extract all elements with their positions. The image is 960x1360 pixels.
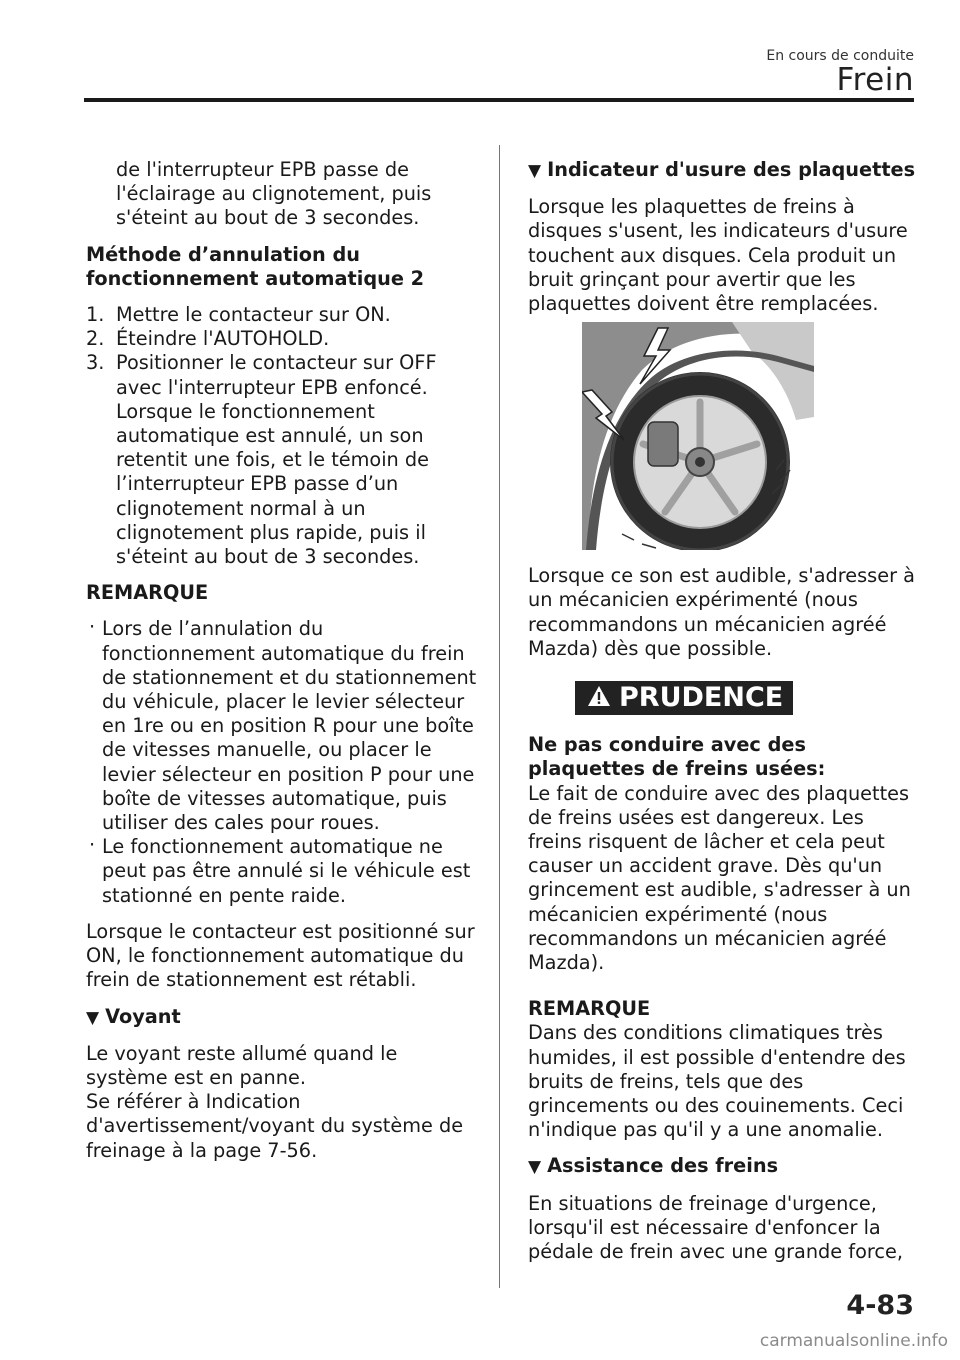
caution-label: PRUDENCE: [619, 682, 784, 714]
bullet-dot: ·: [89, 615, 96, 639]
method-heading-line-2: fonctionnement automatique 2: [86, 266, 425, 290]
wear-paragraph: Lorsque les plaquettes de freins à disques s'usent, les indicateurs d'usure touchent aux disques. Cela produit un bruit grinçant pour avertir que les plaquettes doivent être remplacées.: [528, 195, 908, 316]
assist-heading: [528, 1154, 918, 1179]
wheel-illustration: [582, 322, 814, 550]
method-heading: [86, 243, 478, 291]
caution-paragraph: Le fait de conduire avec des plaquettes de freins usées est dangereux. Les freins risquent de lâcher et cela peut causer un accident grave. Dès qu'un grincement est audible, s'adresser à un mécanicien expérimenté (nous recommandons un mécanicien agréé Mazda).: [528, 781, 911, 975]
voyant-heading: [86, 1005, 478, 1030]
continued-paragraph: de l'interrupteur EPB passe de l'éclairage au clignotement, puis s'éteint au bout de 3 secondes.: [116, 158, 432, 230]
wear-title: Indicateur d'usure des plaquettes: [547, 158, 916, 181]
remark-list: [86, 617, 478, 907]
right-column: [528, 158, 918, 1276]
assist-paragraph: En situations de freinage d'urgence, lorsqu'il est nécessaire d'enfoncer la pédale de frein avec une grande force,: [528, 1191, 903, 1264]
voyant-paragraph: [86, 1042, 478, 1163]
method-heading-line-1: Méthode d’annulation du: [86, 242, 361, 266]
header-title: Frein: [836, 62, 914, 98]
remark-paragraph-right: Dans des conditions climatiques très humides, il est possible d'entendre des bruits de freins, tels que des grincements ou des couinements. Ceci n'indique pas qu'il y a une anomalie.: [528, 1021, 906, 1142]
wheel-brake-image: [582, 322, 814, 550]
page-number: 4-83: [846, 1290, 914, 1321]
step-text: Mettre le contacteur sur ON.: [116, 303, 391, 327]
caution-title: Ne pas conduire avec des plaquettes de freins usées:: [528, 733, 826, 781]
after-figure-paragraph: Lorsque ce son est audible, s'adresser à un mécanicien expérimenté (nous recommandons un mécanicien agréé Mazda) dès que possible.: [528, 564, 915, 660]
voyant-title: Voyant: [105, 1004, 181, 1028]
remark-label: REMARQUE: [86, 581, 209, 605]
remark-label-right: REMARQUE: [528, 997, 651, 1021]
step-number: 3.: [86, 351, 105, 375]
restore-paragraph: Lorsque le contacteur est positionné sur ON, le fonctionnement automatique du frein de stationnement est rétabli.: [86, 919, 475, 992]
header-rule: [84, 98, 914, 102]
remark-text: Le fonctionnement automatique ne peut pas être annulé si le véhicule est stationné en pente raide.: [102, 835, 471, 907]
assist-title: Assistance des freins: [547, 1154, 779, 1178]
step-item: [86, 351, 478, 569]
left-column: [86, 158, 478, 1163]
remark-item: [86, 835, 478, 908]
warning-triangle-icon: [587, 685, 611, 711]
watermark: carmanualsonline.info: [759, 1331, 948, 1351]
steps-list: [86, 303, 478, 569]
step-number: 1.: [86, 303, 105, 327]
caution-badge: [575, 681, 793, 715]
voyant-text-1: Le voyant reste allumé quand le système est en panne.: [86, 1041, 398, 1089]
step-item: [86, 303, 478, 327]
remark-item: [86, 617, 478, 835]
header-section-label: En cours de conduite: [766, 48, 914, 64]
wear-heading: [528, 158, 918, 183]
remark-text: Lors de l’annulation du fonctionnement automatique du frein de stationnement et du stationnement du véhicule, placer le levier sélecteur en 1re ou en position R pour une boîte de vitesses manuelle, ou placer le levier sélecteur en position P pour une boîte de vitesses automatique, puis utiliser des cales pour roues.: [102, 617, 477, 835]
step-text: Éteindre l'AUTOHOLD.: [116, 327, 330, 351]
step-item: [86, 327, 478, 351]
step-number: 2.: [86, 327, 105, 351]
column-divider: [499, 145, 500, 1288]
triangle-down-icon: ▼: [86, 1007, 100, 1028]
voyant-text-2: Se référer à Indication d'avertissement/voyant du système de freinage à la page 7-56.: [86, 1090, 464, 1162]
triangle-down-icon: ▼: [528, 1157, 542, 1178]
triangle-down-icon: ▼: [528, 161, 542, 181]
bullet-dot: ·: [89, 833, 96, 857]
brake-caliper: [648, 422, 678, 466]
step-text: Positionner le contacteur sur OFF avec l'interrupteur EPB enfoncé. Lorsque le fonctionnement automatique est annulé, un son retentit une fois, et le témoin de l’interrupteur EPB passe d’un clignotement normal à un clignotement plus rapide, puis il s'éteint au bout de 3 secondes.: [116, 351, 437, 569]
